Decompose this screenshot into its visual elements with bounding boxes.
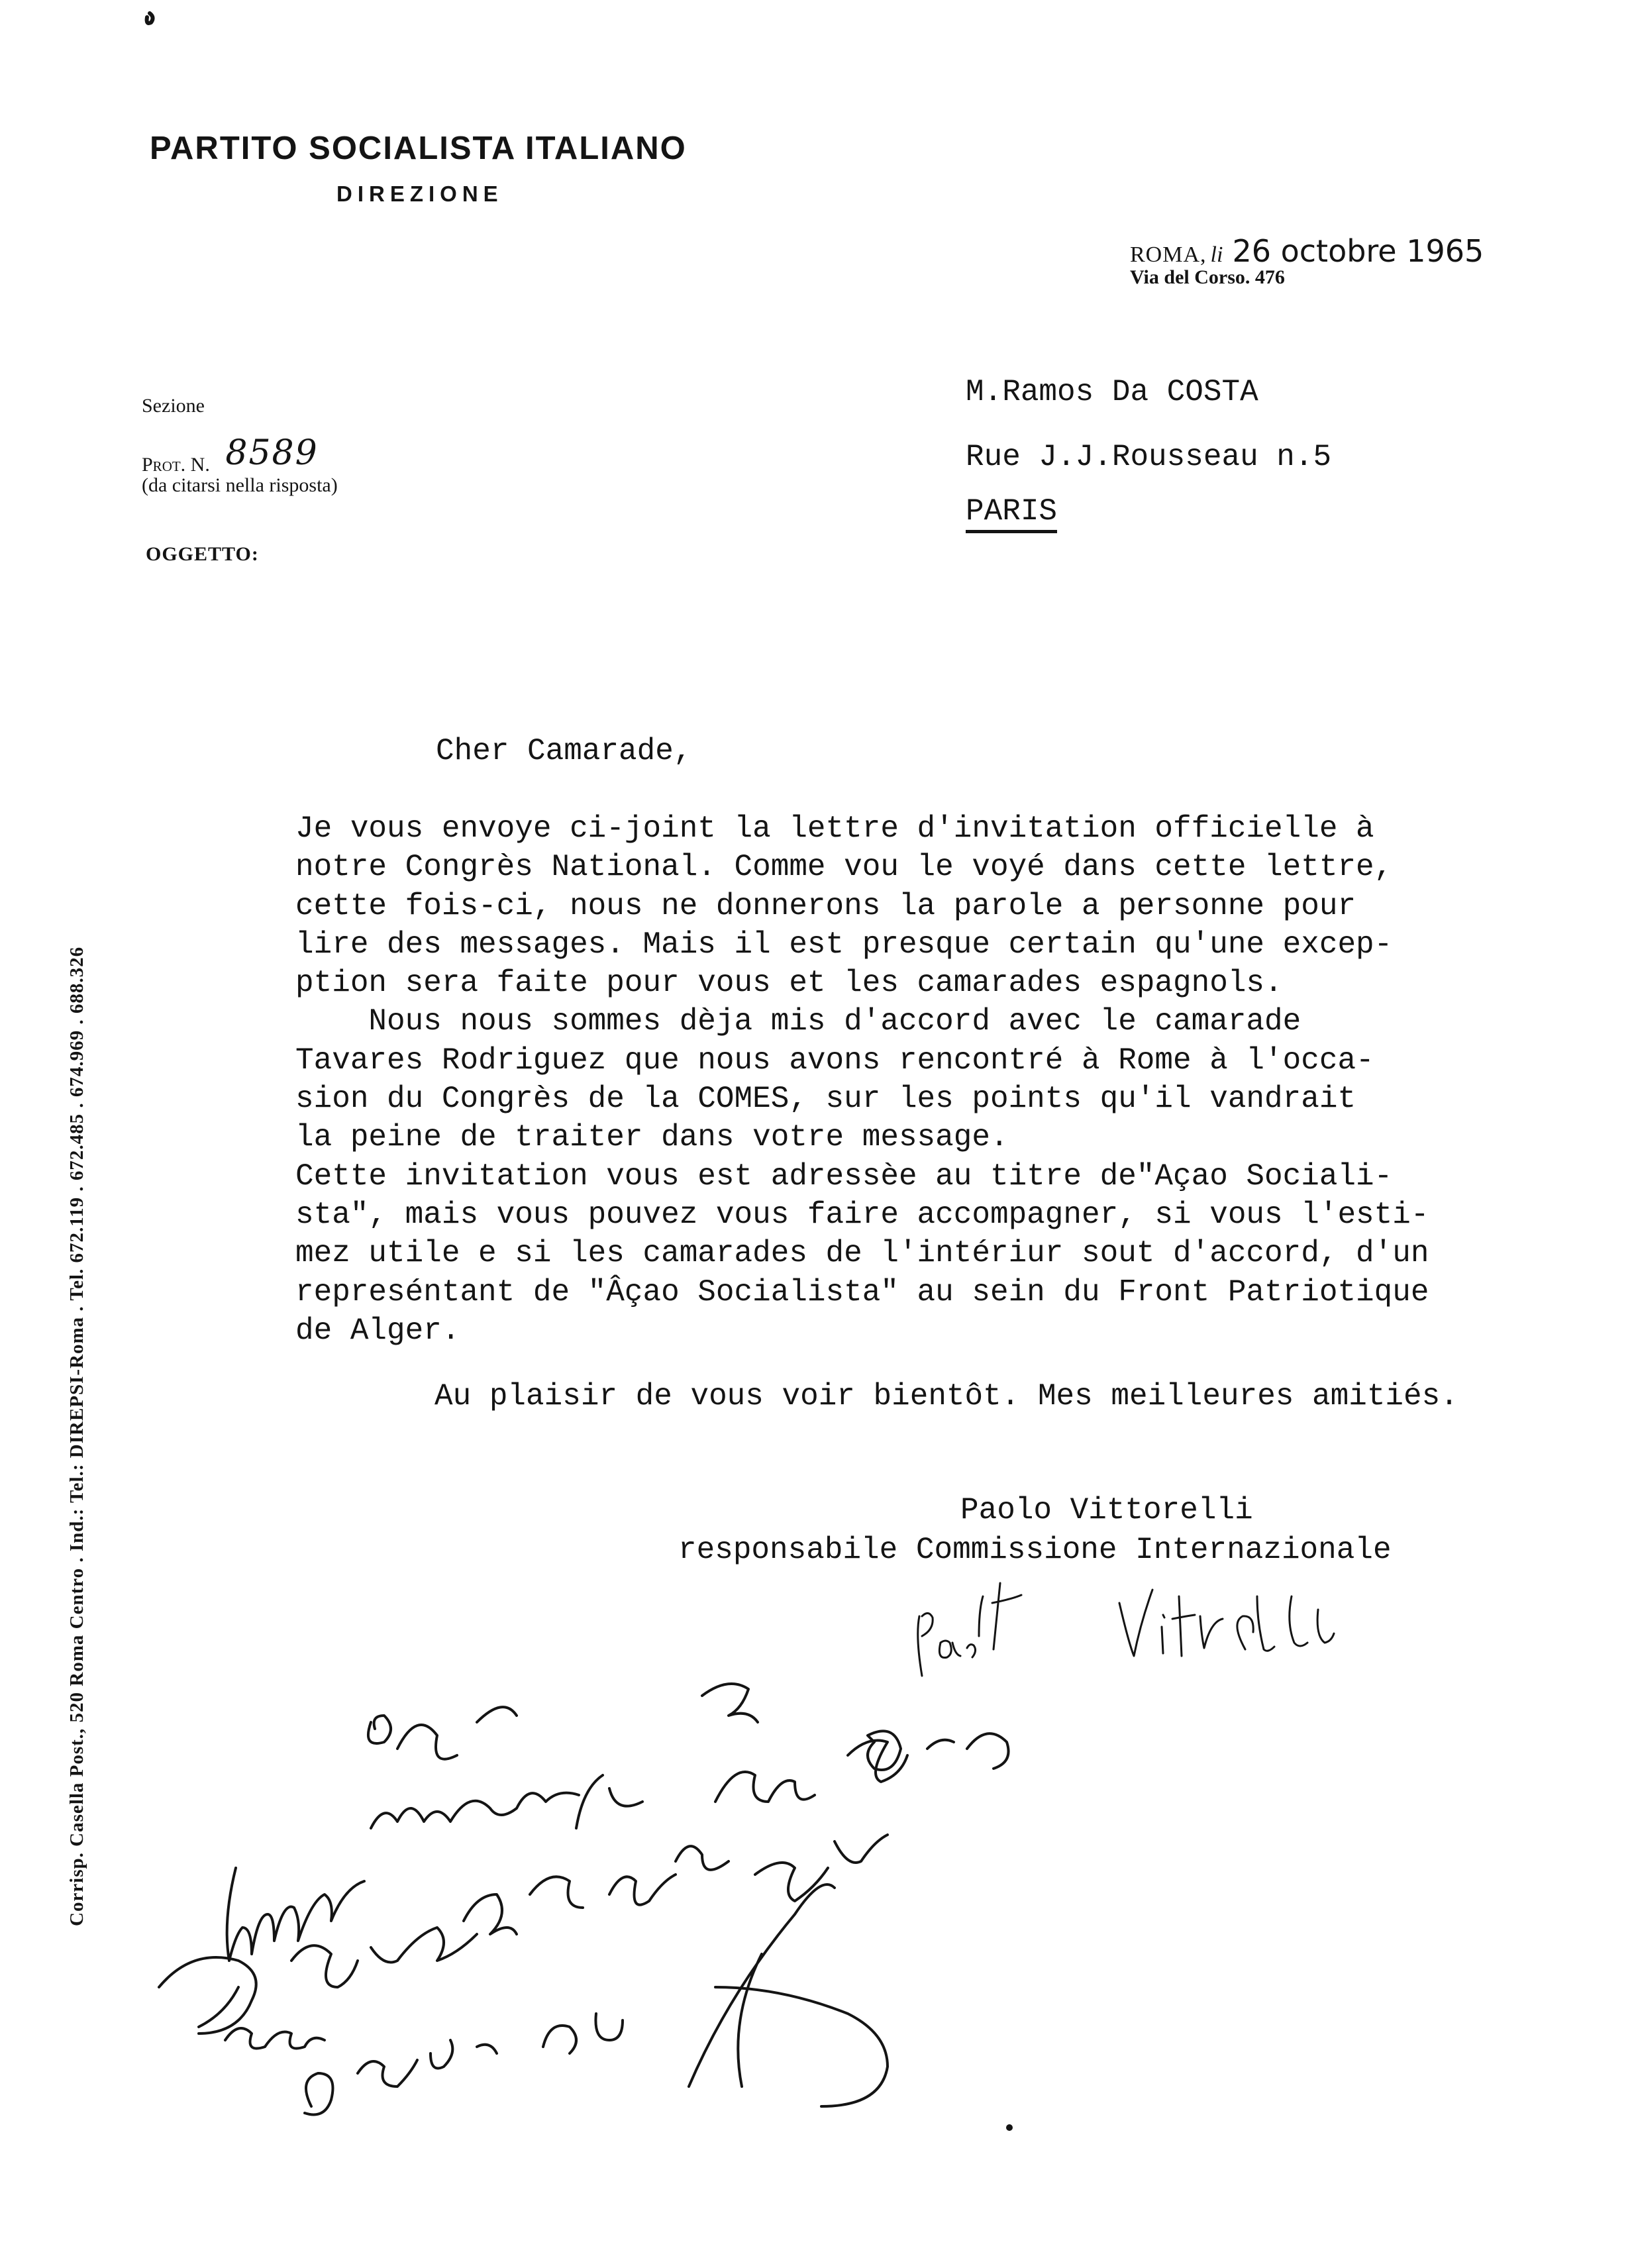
recipient-name: M.Ramos Da COSTA xyxy=(966,375,1258,409)
body-line: lire des messages. Mais il est presque certain qu'une excep- xyxy=(295,927,1393,962)
body-line: la peine de traiter dans votre message. xyxy=(295,1120,1009,1155)
body-line: Nous nous sommes dèja mis d'accord avec le camarade xyxy=(295,1004,1301,1039)
body-line: mez utile e si les camarades de l'intériur sout d'accord, d'un xyxy=(295,1236,1429,1271)
letterhead-department: DIREZIONE xyxy=(336,181,503,206)
sidebar-contact: Corrisp. Casella Post., 520 Roma Centro . Ind.: Tel.: DIREPSI-Roma . Tel. 672.119 . 672.485 . 674.969 . 688.326 xyxy=(66,946,87,1926)
body-line: Je vous envoye ci-joint la lettre d'invitation officielle à xyxy=(295,811,1374,846)
body-line: cette fois-ci, nous ne donnerons la parole a personne pour xyxy=(295,888,1356,923)
body-line: Cette invitation vous est adressèe au titre de"Açao Sociali- xyxy=(295,1159,1393,1194)
ink-dot xyxy=(1006,2124,1013,2131)
body-line: Tavares Rodriguez que nous avons rencontré à Rome à l'occa- xyxy=(295,1043,1374,1078)
salutation: Cher Camarade, xyxy=(436,734,692,768)
subject-label: OGGETTO: xyxy=(146,543,259,565)
handwritten-annotation xyxy=(159,1684,1009,2115)
signature-scribble xyxy=(918,1583,1334,1676)
body-line: sion du Congrès de la COMES, sur les points qu'il vandrait xyxy=(295,1082,1356,1117)
protocol-number: 8589 xyxy=(225,433,319,473)
letterhead-organization: PARTITO SOCIALISTA ITALIANO xyxy=(150,130,687,166)
body-line: notre Congrès National. Comme vou le voyé dans cette lettre, xyxy=(295,850,1393,885)
signer-name: Paolo Vittorelli xyxy=(960,1493,1253,1527)
dateline-street: Via del Corso. 476 xyxy=(1130,266,1285,288)
closing-line: Au plaisir de vous voir bientôt. Mes meilleures amitiés. xyxy=(434,1379,1458,1414)
citation-note: (da citarsi nella risposta) xyxy=(142,474,338,496)
body-line: ption sera faite pour vous et les camarades espagnols. xyxy=(295,966,1283,1001)
body-line: represéntant de "Âçao Socialista" au sein du Front Patriotique xyxy=(295,1274,1429,1310)
ink-mark xyxy=(147,13,153,23)
dateline-city: ROMA, xyxy=(1130,242,1207,267)
body-line: de Alger. xyxy=(295,1313,460,1348)
protocol-label: Prot. N. xyxy=(142,454,210,476)
dateline-li: li xyxy=(1210,242,1223,267)
recipient-city: PARIS xyxy=(966,494,1057,533)
sezione-label: Sezione xyxy=(142,395,205,417)
signer-role: responsabile Commissione Internazionale xyxy=(678,1533,1392,1567)
letter-date: 26 octobre 1965 xyxy=(1232,233,1484,269)
recipient-street: Rue J.J.Rousseau n.5 xyxy=(966,440,1332,474)
body-line: sta", mais vous pouvez vous faire accompagner, si vous l'esti- xyxy=(295,1197,1429,1232)
